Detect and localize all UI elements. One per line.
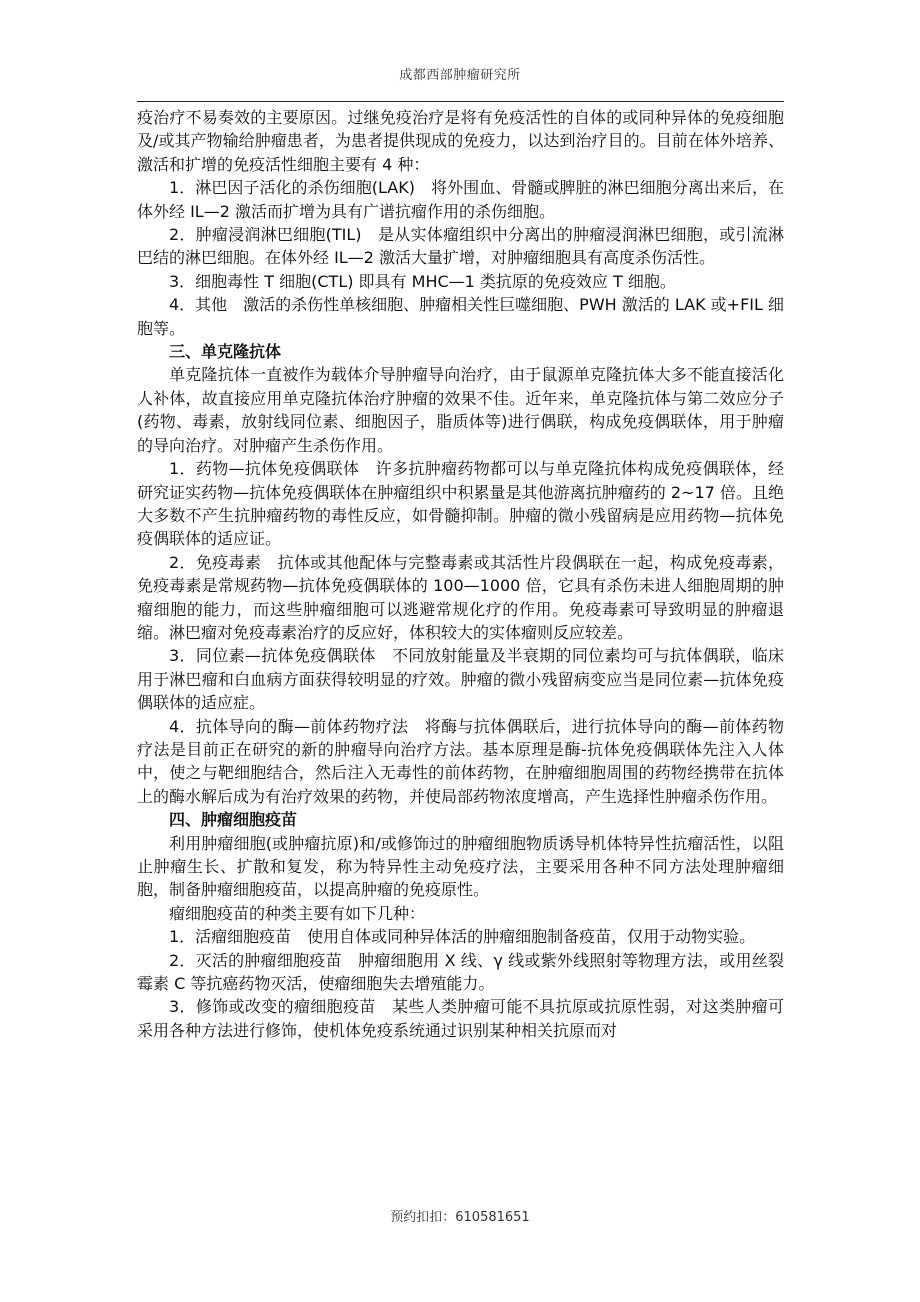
header-divider xyxy=(137,101,784,102)
body-paragraph: 1．药物—抗体免疫偶联体 许多抗肿瘤药物都可以与单克隆抗体构成免疫偶联体，经研究证实药物—抗体免疫偶联体在肿瘤组织中积累量是其他游离抗肿瘤药的 2~17 倍。且绝大多数不产生抗肿瘤药物的毒性反应，如骨髓抑制。肿瘤的微小残留病是应用药物—抗体免疫偶联体的适应证。 xyxy=(137,459,784,549)
body-paragraph: 4．其他 激活的杀伤性单核细胞、肿瘤相关性巨噬细胞、PWH 激活的 LAK 或+FIL 细胞等。 xyxy=(137,295,784,338)
body-paragraph: 2．免疫毒素 抗体或其他配体与完整毒素或其活性片段偶联在一起，构成免疫毒素，免疫毒素是常规药物—抗体免疫偶联体的 100—1000 倍，它具有杀伤未进人细胞周期的肿瘤细胞的能力，而这些肿瘤细胞可以逃避常规化疗的作用。免疫毒素可导致明显的肿瘤退缩。淋巴瘤对免疫毒素治疗的反应好，体积较大的实体瘤则反应较差。 xyxy=(137,552,784,642)
body-paragraph: 利用肿瘤细胞(或肿瘤抗原)和/或修饰过的肿瘤细胞物质诱导机体特异性抗瘤活性，以阻止肿瘤生长、扩散和复发，称为特异性主动免疫疗法，主要采用各种不同方法处理肿瘤细胞，制备肿瘤细胞疫苗，以提高肿瘤的免疫原性。 xyxy=(137,833,784,900)
body-paragraph: 2．肿瘤浸润淋巴细胞(TIL) 是从实体瘤组织中分离出的肿瘤浸润淋巴细胞，或引流淋巴结的淋巴细胞。在体外经 IL—2 激活大量扩增，对肿瘤细胞具有高度杀伤活性。 xyxy=(137,225,784,268)
body-paragraph: 4．抗体导向的酶—前体药物疗法 将酶与抗体偶联后，进行抗体导向的酶—前体药物疗法是目前正在研究的新的肿瘤导向治疗方法。基本原理是酶-抗体免疫偶联体先注入人体中，使之与靶细胞结合，然后注入无毒性的前体药物，在肿瘤细胞周围的药物经携带在抗体上的酶水解后成为有治疗效果的药物，并使局部药物浓度增高，产生选择性肿瘤杀伤作用。 xyxy=(137,716,784,806)
body-paragraph: 3．同位素—抗体免疫偶联体 不同放射能量及半衰期的同位素均可与抗体偶联，临床用于淋巴瘤和白血病方面获得较明显的疗效。肿瘤的微小残留病变应当是同位素—抗体免疫偶联体的适应症。 xyxy=(137,646,784,713)
body-paragraph: 3．修饰或改变的瘤细胞疫苗 某些人类肿瘤可能不具抗原或抗原性弱，对这类肿瘤可采用各种方法进行修饰，使机体免疫系统通过识别某种相关抗原而对 xyxy=(137,997,784,1040)
body-paragraph: 1．活瘤细胞疫苗 使用自体或同种异体活的肿瘤细胞制备疫苗，仅用于动物实验。 xyxy=(169,927,756,947)
body-paragraph: 1．淋巴因子活化的杀伤细胞(LAK) 将外围血、骨髓或脾脏的淋巴细胞分离出来后，在体外经 IL—2 激活而扩增为具有广谱抗瘤作用的杀伤细胞。 xyxy=(137,178,784,221)
document-body xyxy=(137,106,784,1042)
body-paragraph: 3．细胞毒性 T 细胞(CTL) 即具有 MHC—1 类抗原的免疫效应 T 细胞。 xyxy=(169,271,676,291)
section-heading: 四、肿瘤细胞疫苗 xyxy=(169,810,298,830)
page-header: 成都西部肿瘤研究所 xyxy=(399,68,521,83)
body-paragraph: 疫治疗不易奏效的主要原因。过继免疫治疗是将有免疫活性的自体的或同种异体的免疫细胞及/或其产物输给肿瘤患者，为患者提供现成的免疫力，以达到治疗目的。目前在体外培养、激活和扩增的免疫活性细胞主要有 4 种： xyxy=(137,108,784,174)
page-footer: 预约扣扣：610581651 xyxy=(390,1210,530,1225)
body-paragraph: 2．灭活的肿瘤细胞疫苗 肿瘤细胞用 X 线、γ 线或紫外线照射等物理方法，或用丝裂霉素 C 等抗癌药物灭活，使瘤细胞失去增殖能力。 xyxy=(137,950,784,994)
section-heading: 三、单克隆抗体 xyxy=(169,342,282,362)
body-paragraph: 瘤细胞疫苗的种类主要有如下几种： xyxy=(169,903,426,923)
body-paragraph: 单克隆抗体一直被作为载体介导肿瘤导向治疗，由于鼠源单克隆抗体大多不能直接活化人补体，故直接应用单克隆抗体治疗肿瘤的效果不佳。近年来，单克隆抗体与第二效应分子(药物、毒素，放射线同位素、细胞因子，脂质体等)进行偶联，构成免疫偶联体，用于肿瘤的导向治疗。对肿瘤产生杀伤作用。 xyxy=(137,365,784,455)
